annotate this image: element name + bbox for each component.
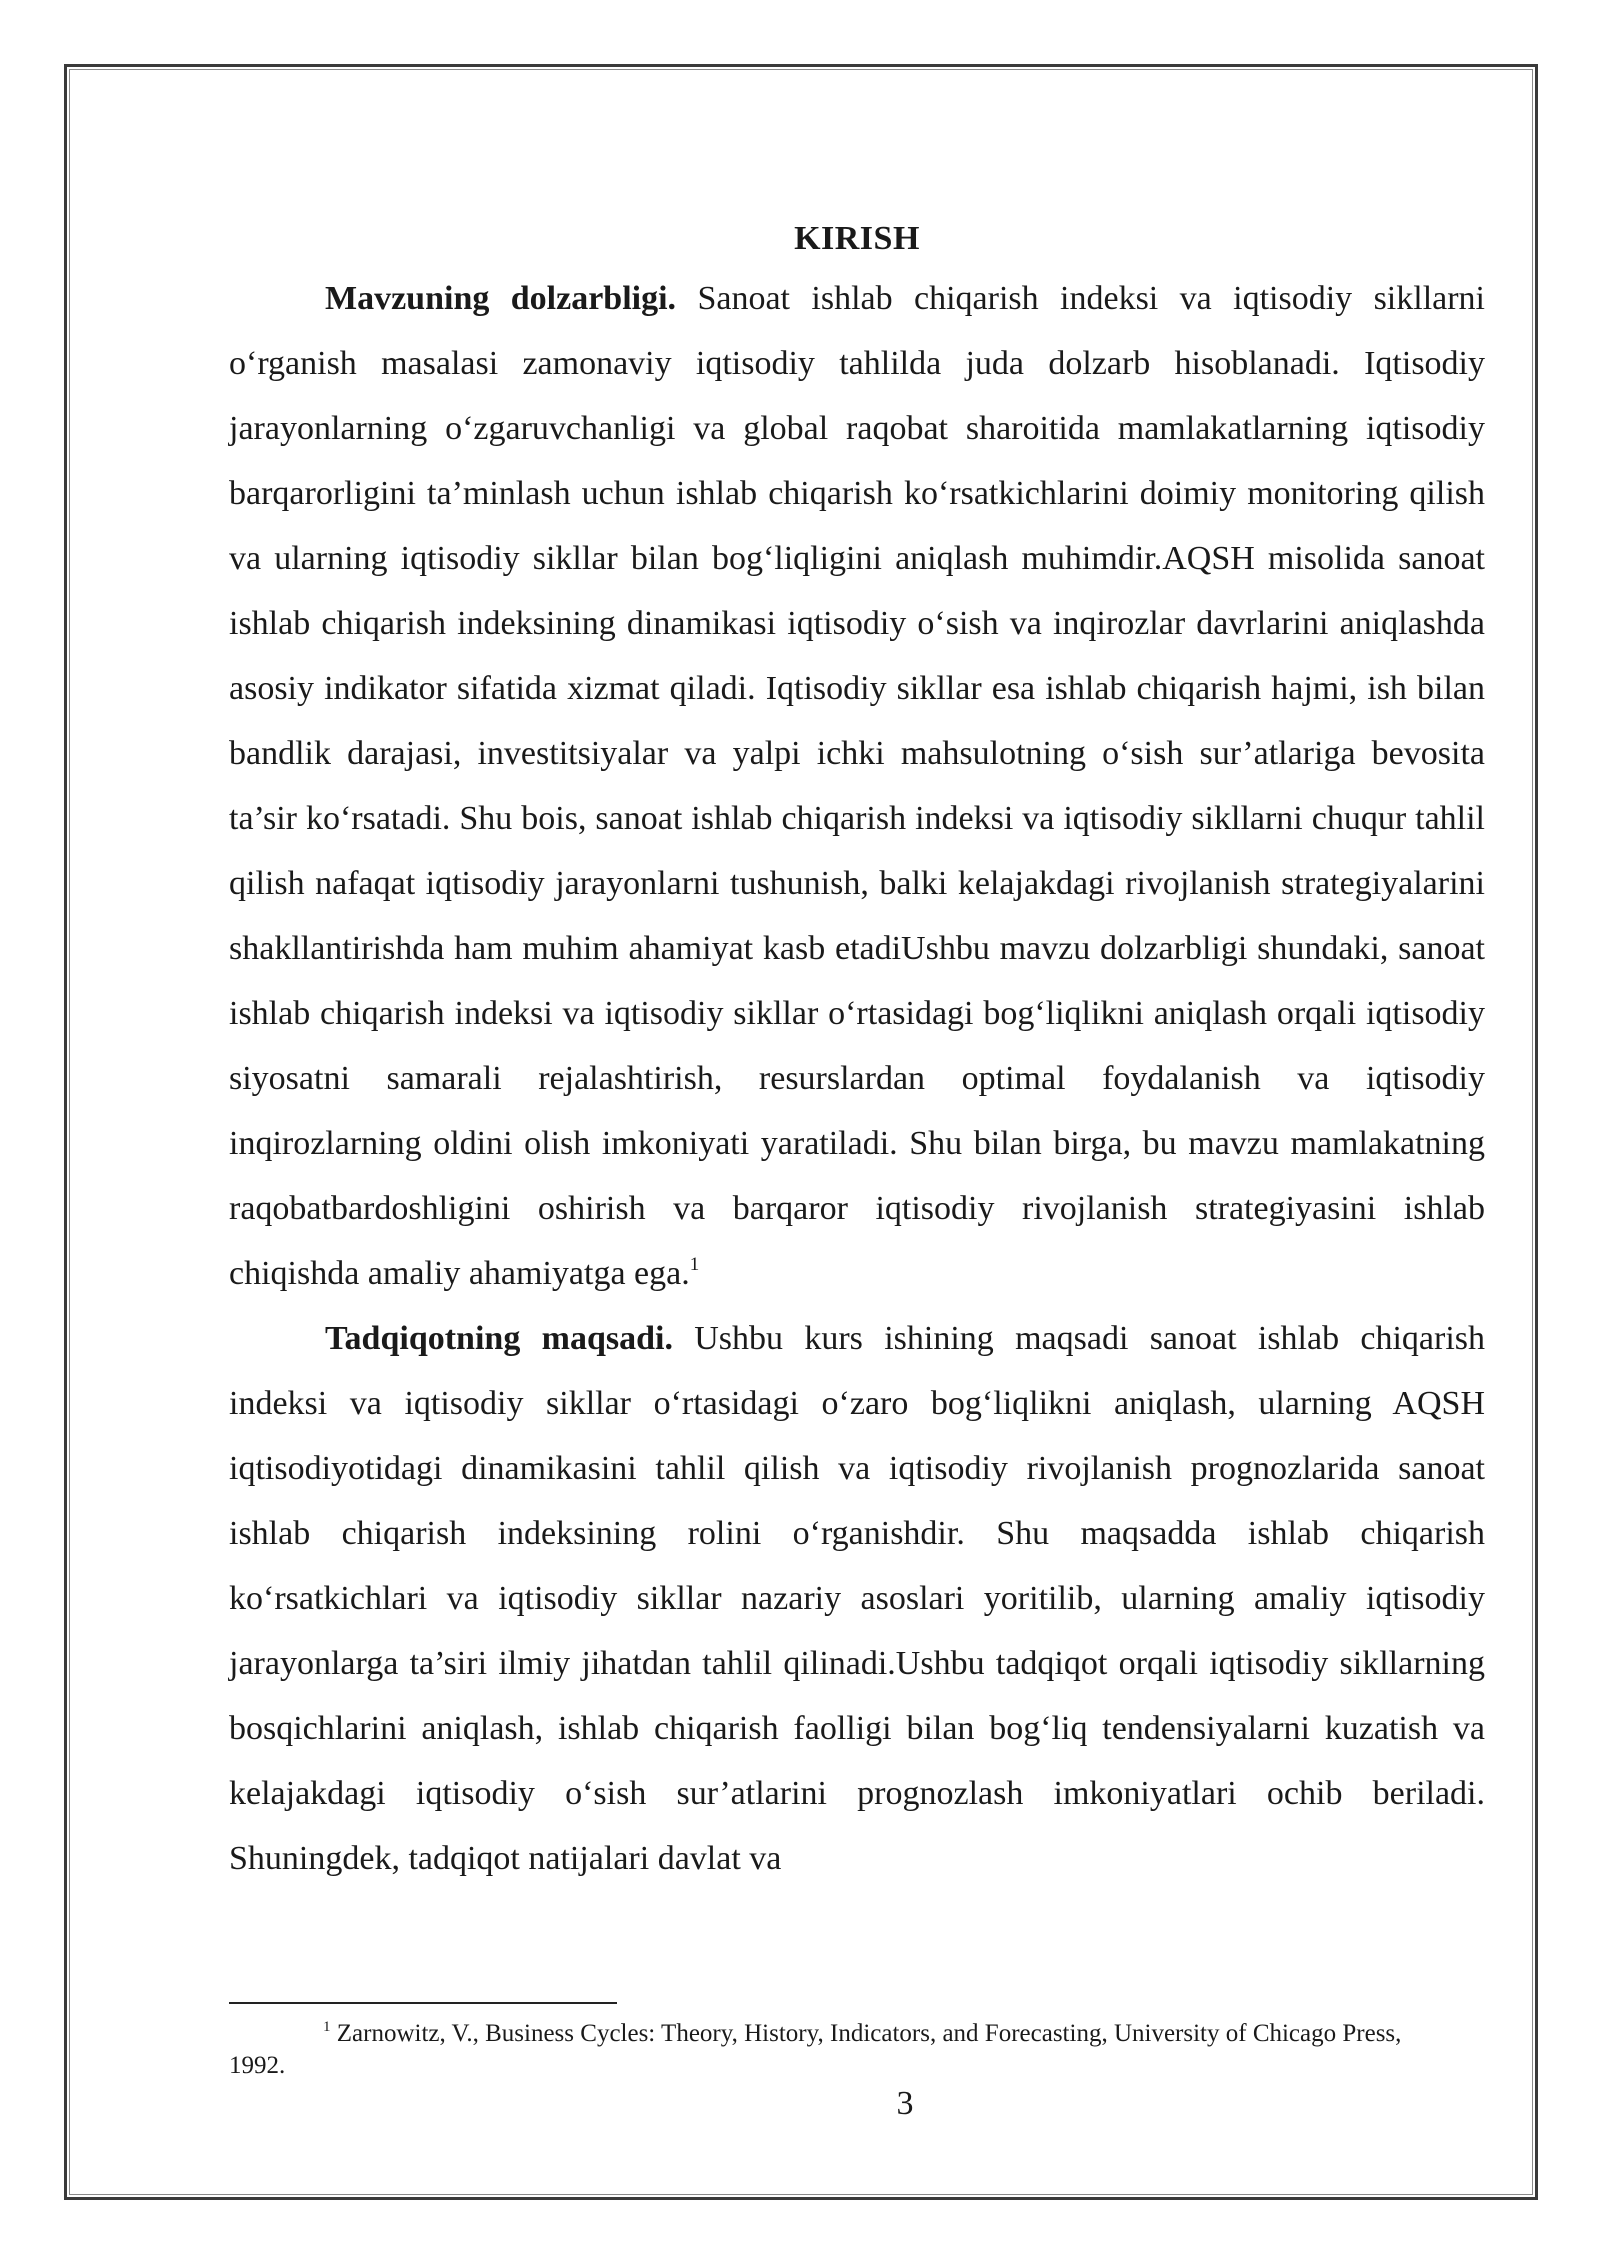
page-number: 3	[896, 2085, 914, 2122]
page-body	[229, 212, 1485, 1891]
footnote-number: 1	[323, 2019, 331, 2035]
goal-lead: Tadqiqotning maqsadi.	[325, 1320, 673, 1357]
footnote-text: Zarnowitz, V., Business Cycles: Theory, History, Indicators, and Forecasting, University of Chicago Press, 1992.	[229, 2020, 1402, 2079]
footnote	[229, 2018, 1429, 2082]
goal-paragraph	[229, 1306, 1485, 1891]
relevance-lead: Mavzuning dolzarbligi.	[325, 280, 677, 317]
footnote-separator	[229, 2002, 617, 2004]
section-heading: KIRISH	[794, 220, 920, 257]
relevance-paragraph	[229, 266, 1485, 1306]
goal-text: Ushbu kurs ishining maqsadi sanoat ishlab chiqarish indeksi va iqtisodiy sikllar o‘rtasidagi o‘zaro bog‘liqlikni aniqlash, ularning AQSH iqtisodiyotidagi dinamikasini tahlil qilish va iqtisodiy rivojlanish prognozlarida sanoat ishlab chiqarish indeksining rolini o‘rganishdir. Shu maqsadda ishlab chiqarish ko‘rsatkichlari va iqtisodiy sikllar nazariy asoslari yoritilib, ularning amaliy iqtisodiy jarayonlarga ta’siri ilmiy jihatdan tahlil qilinadi.Ushbu tadqiqot orqali iqtisodiy sikllarning bosqichlarini aniqlash, ishlab chiqarish faolligi bilan bog‘liq tendensiyalarni kuzatish va kelajakdagi iqtisodiy o‘sish sur’atlarini prognozlash imkoniyatlari ochib beriladi. Shuningdek, tadqiqot natijalari davlat va	[229, 1320, 1486, 1877]
relevance-text: Sanoat ishlab chiqarish indeksi va iqtisodiy sikllarni o‘rganish masalasi zamonaviy iqtisodiy tahlilda juda dolzarb hisoblanadi. Iqtisodiy jarayonlarning o‘zgaruvchanligi va global raqobat sharoitida mamlakatlarning iqtisodiy barqarorligini ta’minlash uchun ishlab chiqarish ko‘rsatkichlarini doimiy monitoring qilish va ularning iqtisodiy sikllar bilan bog‘liqligini aniqlash muhimdir.AQSH misolida sanoat ishlab chiqarish indeksining dinamikasi iqtisodiy o‘sish va inqirozlar davrlarini aniqlashda asosiy indikator sifatida xizmat qiladi. Iqtisodiy sikllar esa ishlab chiqarish hajmi, ish bilan bandlik darajasi, investitsiyalar va yalpi ichki mahsulotning o‘sish sur’atlariga bevosita ta’sir ko‘rsatadi. Shu bois, sanoat ishlab chiqarish indeksi va iqtisodiy sikllarni chuqur tahlil qilish nafaqat iqtisodiy jarayonlarni tushunish, balki kelajakdagi rivojlanish strategiyalarini shakllantirishda ham muhim ahamiyat kasb etadiUshbu mavzu dolzarbligi shundaki, sanoat ishlab chiqarish indeksi va iqtisodiy sikllar o‘rtasidagi bog‘liqlikni aniqlash orqali iqtisodiy siyosatni samarali rejalashtirish, resurslardan optimal foydalanish va iqtisodiy inqirozlarning oldini olish imkoniyati yaratiladi. Shu bilan birga, bu mavzu mamlakatning raqobatbardoshligini oshirish va barqaror iqtisodiy rivojlanish strategiyasini ishlab chiqishda amaliy ahamiyatga ega.	[229, 280, 1485, 1292]
footnote-reference[interactable]: 1	[689, 1254, 700, 1275]
